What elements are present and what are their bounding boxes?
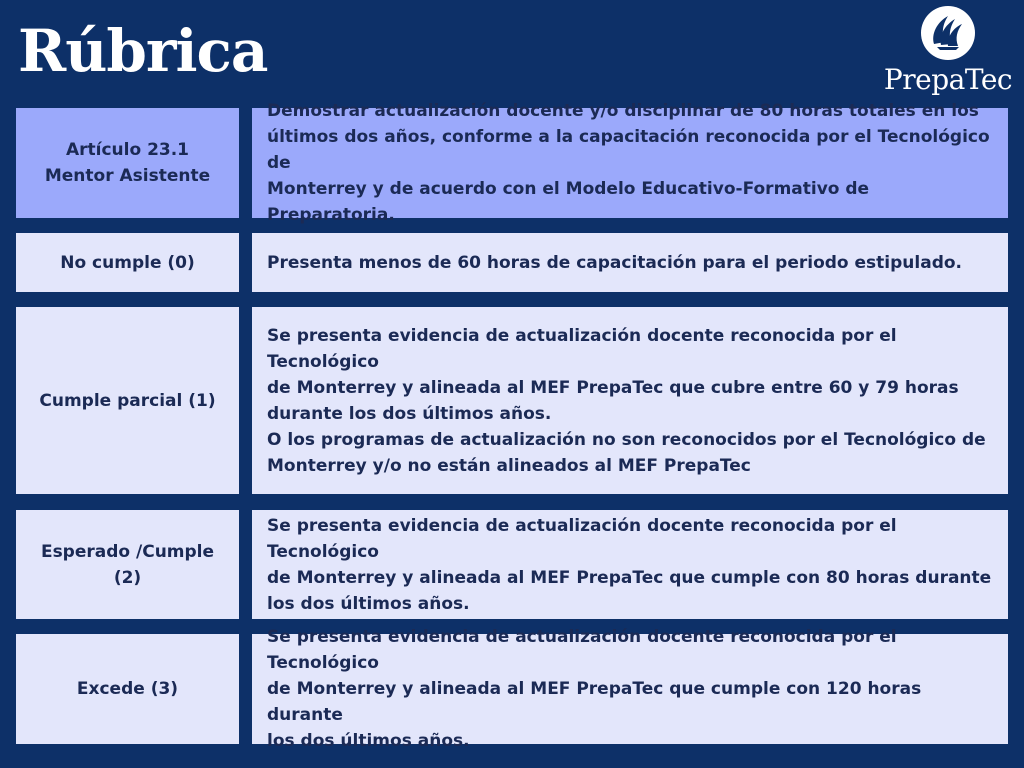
level-label-cell [16,510,239,619]
level-description-cell [252,233,1008,292]
logo-text: PrepaTec [883,63,1013,96]
level-label: No cumple (0) [60,252,195,273]
prepatec-logo [883,4,1013,96]
level-label-cell [16,634,239,744]
criterion-description: Demostrar actualización docente y/o disciplinar de 80 horas totales en los últimos dos años, conforme a la capacitación reconocida por el Tecnológico de Monterrey y de acuerdo con el Modelo Educativo-Formativo de Preparatoria. [267,101,990,225]
rubric-level-row [16,233,1008,292]
level-label: Excede (3) [76,679,179,699]
rubric-level-row [16,510,1008,619]
criterion-label-cell [16,108,239,218]
level-label-cell [16,233,239,292]
level-description: Presenta menos de 60 horas de capacitación para el periodo estipulado. [267,252,963,273]
level-label: Cumple parcial (1) [39,390,216,411]
level-description-cell [252,510,1008,619]
prepatec-flame-logo-icon [919,4,977,62]
rubric-level-row [16,307,1008,494]
page-title: Rúbrica [18,17,268,85]
criterion-description-cell [252,101,1008,225]
level-label-cell [16,307,239,494]
level-description-cell [252,307,1008,494]
level-description: Se presenta evidencia de actualización docente reconocida por el Tecnológico de Monterrey y alineada al MEF PrepaTec que cumple con 80 horas durante los dos últimos años. [267,515,992,614]
level-label: Esperado /Cumple (2) [40,541,215,588]
criterion-label: Artículo 23.1 Mentor Asistente [44,140,211,186]
level-description: Se presenta evidencia de actualización docente reconocida por el Tecnológico de Monterrey y alineada al MEF PrepaTec que cumple con 120 horas durante los dos últimos años. [267,627,922,751]
level-description-cell [252,627,1008,751]
level-description: Se presenta evidencia de actualización docente reconocida por el Tecnológico de Monterrey y alineada al MEF PrepaTec que cubre entre 60 y 79 horas durante los dos últimos años. O los programas de actualización no son reconocidos por el Tecnológico de Monterrey y/o no están alineados al MEF PrepaTec [267,325,986,476]
rubric-header-row [16,101,1008,225]
rubric-level-row [16,627,1008,751]
